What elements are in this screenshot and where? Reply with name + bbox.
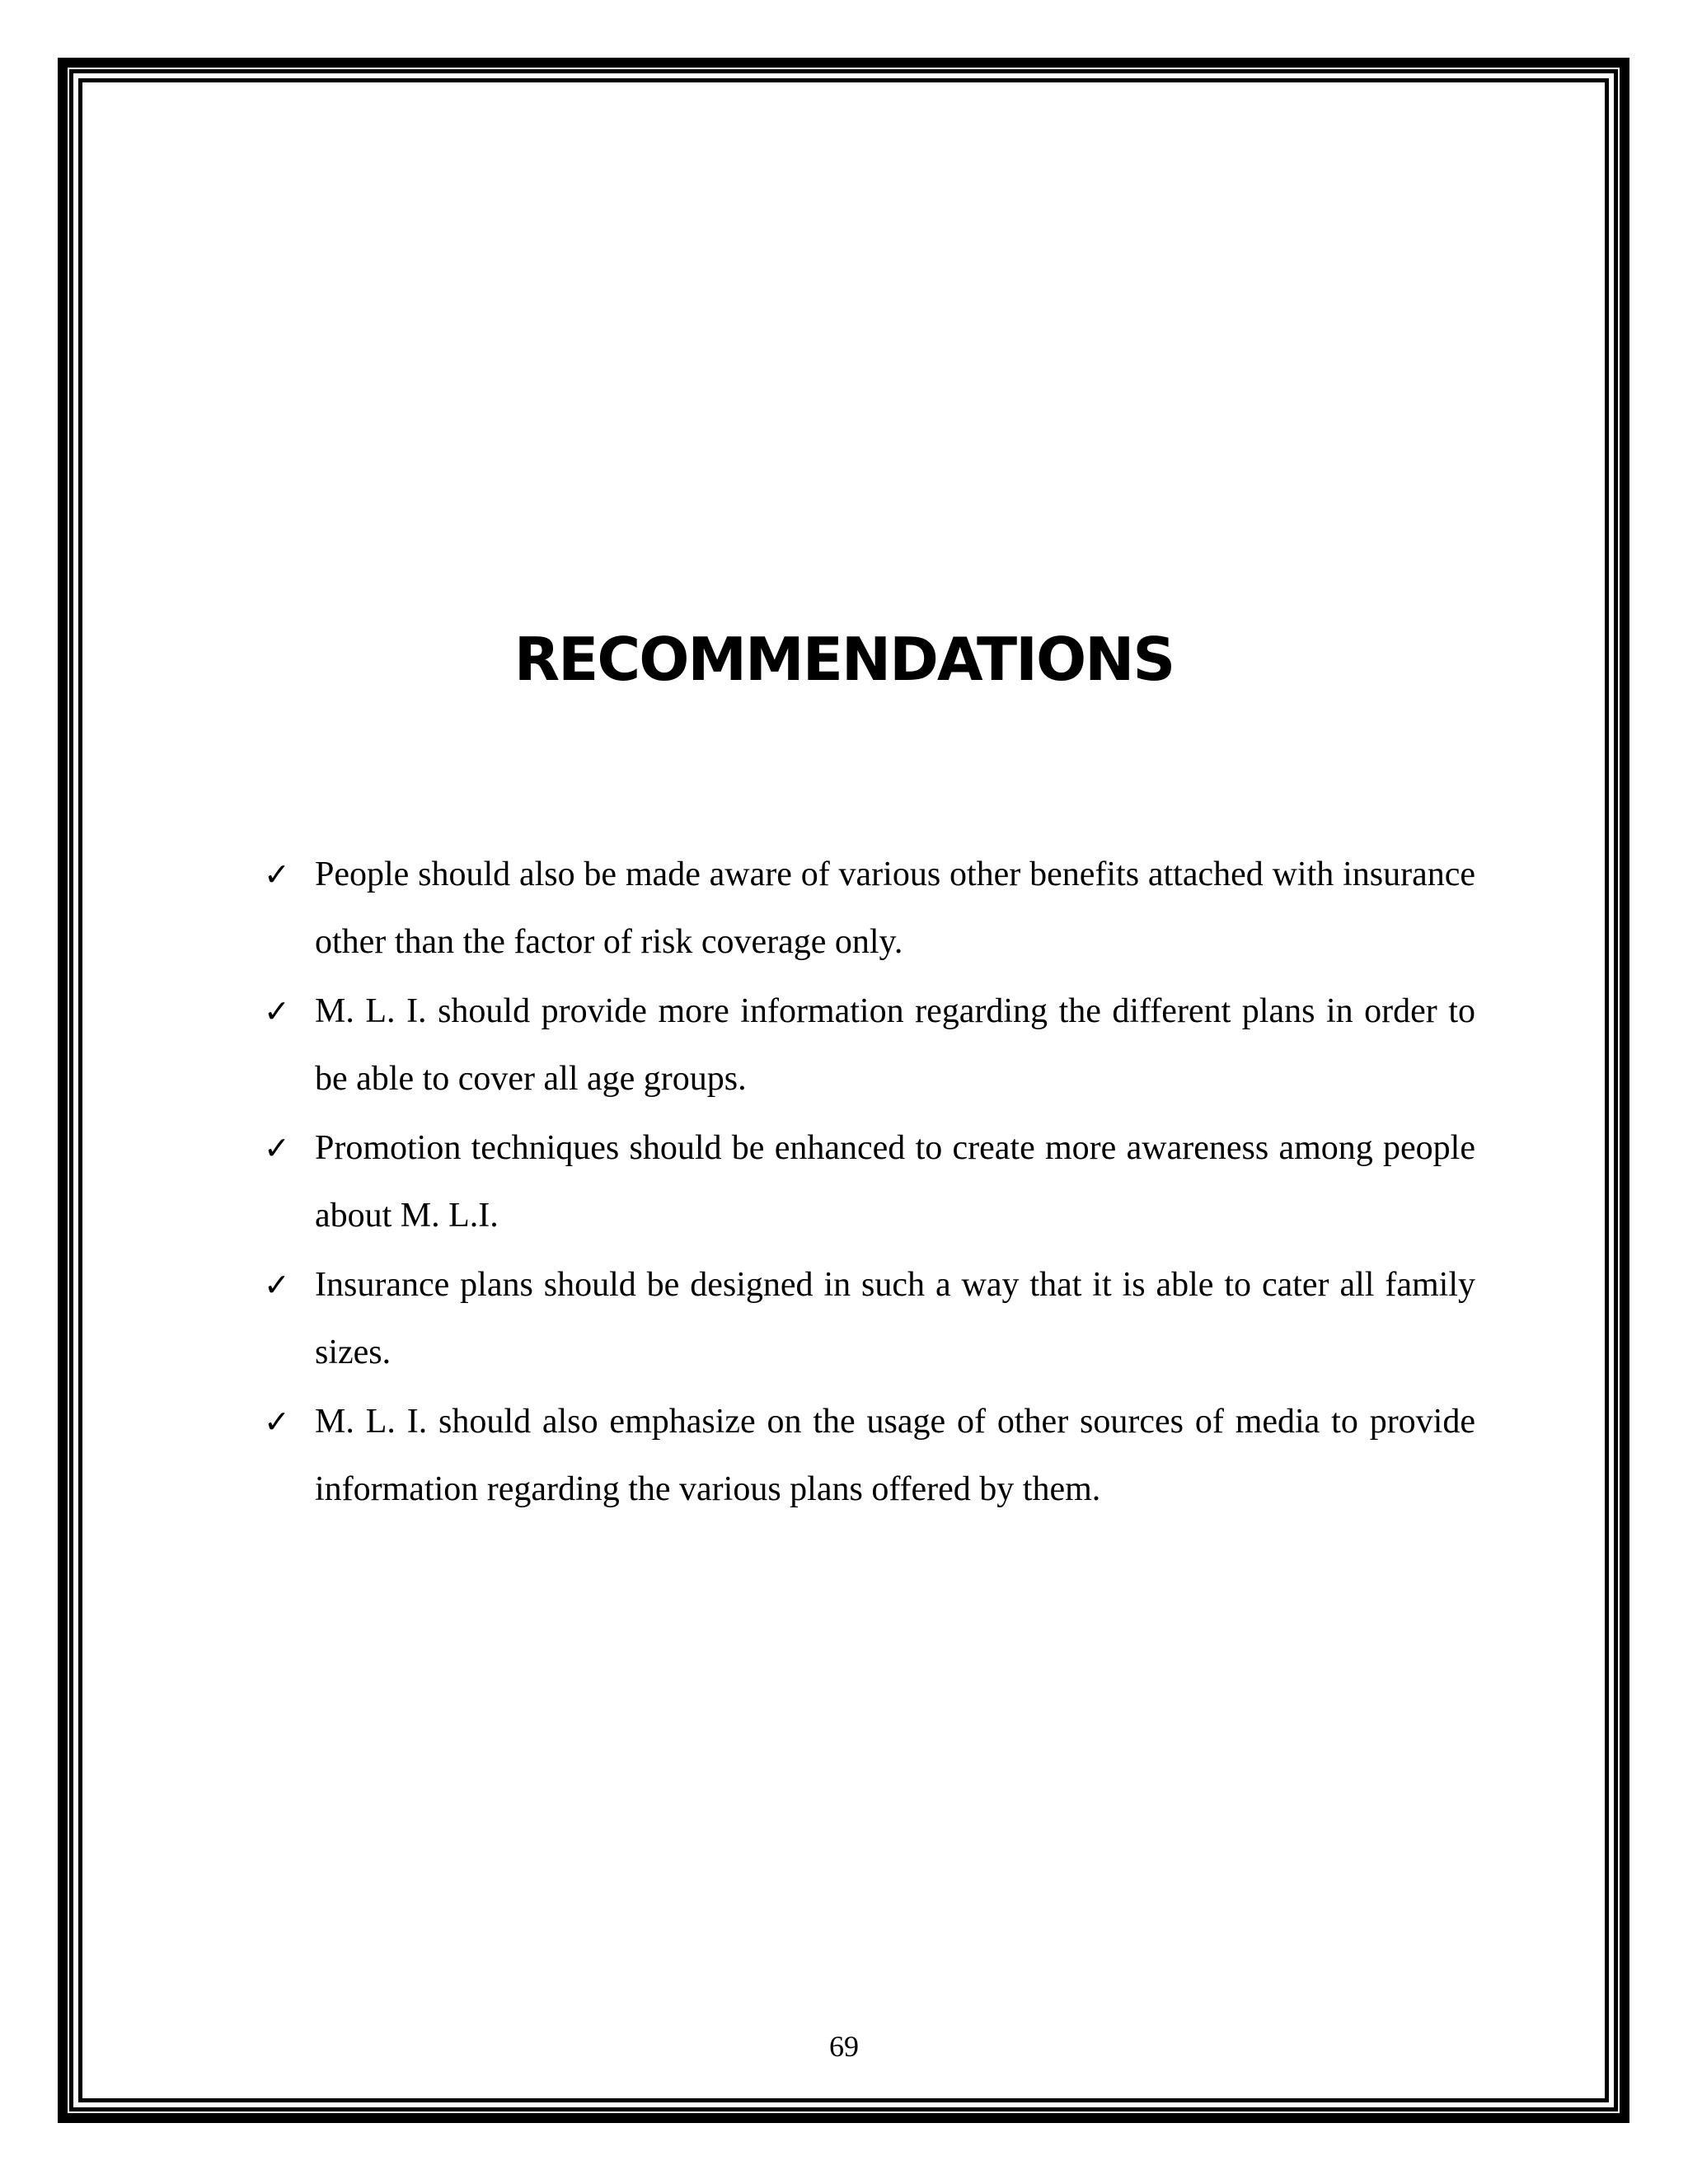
recommendation-text: Insurance plans should be designed in such a way that it is able to cater all family sizes.: [315, 1266, 1475, 1371]
page-number: 69: [829, 2030, 859, 2063]
check-mark-icon: ✓: [264, 1267, 290, 1303]
recommendation-text: People should also be made aware of various other benefits attached with insurance other than the factor of risk coverage only.: [315, 855, 1475, 961]
recommendation-text: M. L. I. should also emphasize on the usage of other sources of media to provide information regarding the various plans offered by them.: [315, 1403, 1475, 1508]
recommendations-list: [264, 841, 1475, 1525]
recommendation-text: Promotion techniques should be enhanced to create more awareness among people about M. L.I.: [315, 1129, 1475, 1235]
recommendation-text: M. L. I. should provide more information regarding the different plans in order to be able to cover all age groups.: [315, 992, 1475, 1098]
list-item: [264, 841, 1475, 976]
list-item: [264, 1114, 1475, 1249]
list-item: [264, 1388, 1475, 1523]
check-mark-icon: ✓: [264, 1130, 290, 1166]
check-mark-icon: ✓: [264, 856, 290, 893]
page-title: RECOMMENDATIONS: [513, 625, 1175, 694]
check-mark-icon: ✓: [264, 1404, 290, 1440]
list-item: [264, 977, 1475, 1113]
list-item: [264, 1251, 1475, 1386]
check-mark-icon: ✓: [264, 993, 290, 1029]
